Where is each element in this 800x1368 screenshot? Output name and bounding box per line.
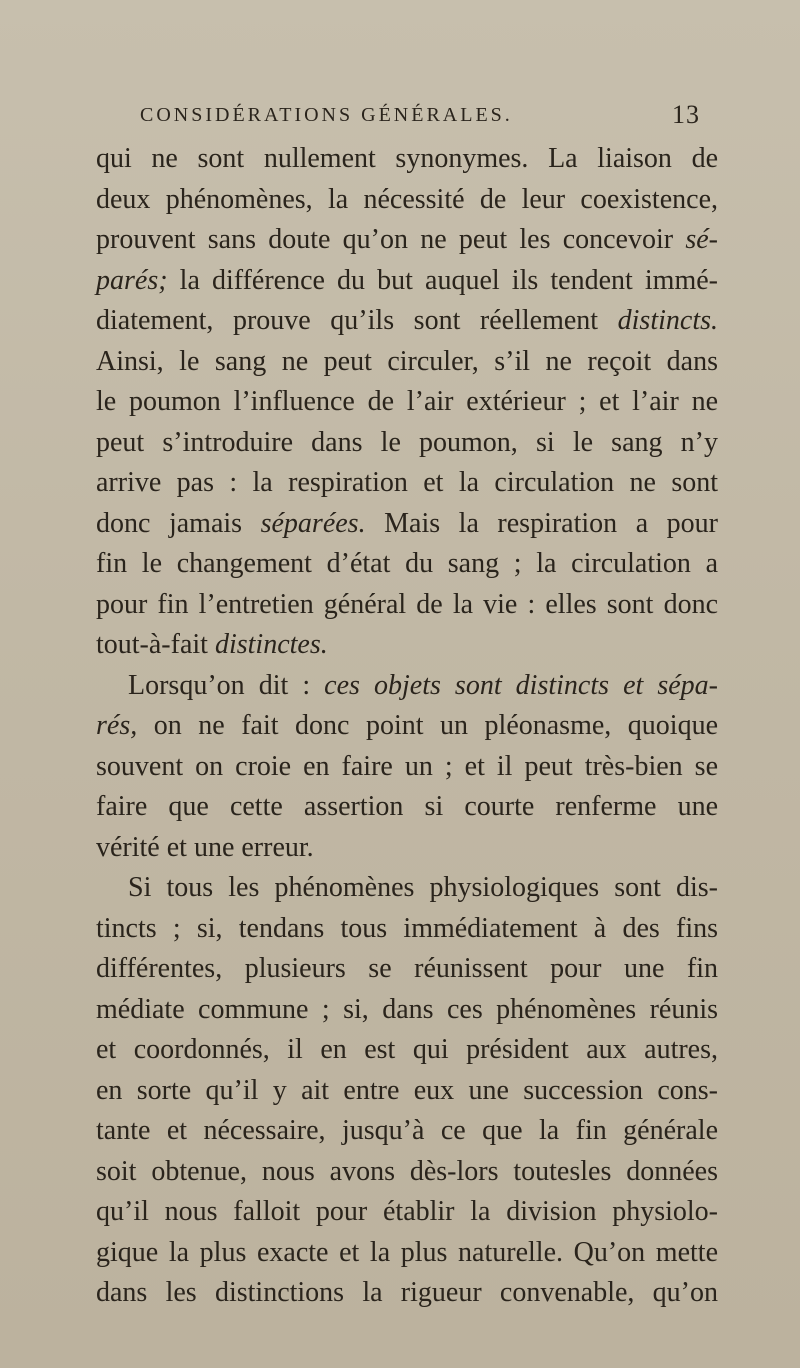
text-line (96, 585, 718, 626)
text-line (96, 787, 718, 828)
text-segment: soit obtenue, nous avons dès-lors toutesles données (96, 1155, 718, 1187)
text-segment: tincts ; si, tendans tous immédiatement à des fins (96, 912, 718, 944)
text-line (96, 463, 718, 504)
text-line (96, 990, 718, 1031)
text-segment: deux phénomènes, la nécessité de leur coexistence, (96, 183, 718, 215)
text-segment: différentes, plusieurs se réunissent pour une fin (96, 953, 718, 984)
text-segment: on ne fait donc point un pléonasme, quoique (137, 710, 718, 741)
text-segment: le poumon l’influence de l’air extérieur ; et l’air ne (96, 386, 718, 417)
text-segment: donc jamais (96, 507, 261, 539)
text-line (96, 666, 718, 707)
text-segment: tout-à-fait (96, 629, 215, 660)
text-line (96, 1152, 718, 1193)
text-line (96, 423, 718, 464)
text-segment: Lorsqu’on dit : (128, 669, 325, 701)
text-segment: médiate commune ; si, dans ces phénomènes réunis (96, 993, 718, 1025)
text-line (96, 301, 718, 342)
text-segment: peut s’introduire dans le poumon, si le sang n’y (96, 426, 718, 458)
text-line (96, 706, 718, 747)
text-segment: arrive pas : la respiration et la circulation ne sont (96, 467, 718, 498)
text-line (96, 382, 718, 423)
text-line (96, 949, 718, 990)
text-segment: faire que cette assertion si courte renferme une (96, 791, 718, 822)
text-segment: diatement, prouve qu’ils sont réellement (96, 305, 618, 336)
text-segment: Ainsi, le sang ne peut circuler, s’il ne reçoit dans (96, 345, 718, 377)
text-segment: gique la plus exacte et la plus naturelle. Qu’on mette (96, 1236, 718, 1268)
text-segment: Si tous les phénomènes physiologiques sont dis- (128, 872, 718, 903)
text-segment: souvent on croie en faire un ; et il peut très-bien se (96, 750, 718, 782)
text-segment: vérité et une erreur. (96, 831, 314, 863)
text-line (96, 909, 718, 950)
text-line (96, 868, 718, 909)
italic-text: sé- (685, 224, 718, 255)
text-segment: qu’il nous falloit pour établir la division physiolo- (96, 1196, 718, 1227)
italic-text: ces objets sont distincts et sépa- (324, 669, 718, 701)
text-line (96, 261, 718, 302)
italic-text: séparées. (260, 507, 366, 539)
text-segment: fin le changement d’état du sang ; la circulation a (96, 548, 718, 579)
text-segment: dans les distinctions la rigueur convenable, qu’on (96, 1277, 718, 1308)
text-line (96, 342, 718, 383)
text-line (96, 180, 718, 221)
text-segment: Mais la respiration a pour (365, 507, 718, 539)
text-segment: pour fin l’entretien général de la vie : elles sont donc (96, 588, 718, 620)
italic-text: distinctes. (214, 629, 328, 660)
text-segment: qui ne sont nullement synonymes. La liaison de (96, 143, 718, 174)
text-line (96, 1192, 718, 1233)
text-segment: prouvent sans doute qu’on ne peut les concevoir (96, 224, 686, 255)
page-number: 13 (672, 100, 700, 129)
text-line (96, 747, 718, 788)
text-line (96, 828, 718, 869)
text-segment: en sorte qu’il y ait entre eux une succession cons- (96, 1074, 718, 1106)
text-line (96, 1233, 718, 1274)
text-segment: tante et nécessaire, jusqu’à ce que la fin générale (96, 1115, 718, 1146)
text-line (96, 1030, 718, 1071)
text-line (96, 1111, 718, 1152)
text-line (96, 1071, 718, 1112)
italic-text: distincts. (617, 305, 718, 336)
italic-text: rés, (96, 710, 138, 741)
running-head-title: CONSIDÉRATIONS GÉNÉRALES. (140, 104, 513, 126)
text-line (96, 1273, 718, 1314)
text-line (96, 544, 718, 585)
running-head (140, 100, 700, 134)
italic-text: parés; (96, 264, 168, 296)
text-line (96, 625, 718, 666)
text-line (96, 220, 718, 261)
text-line (96, 139, 718, 180)
text-segment: et coordonnés, il en est qui président aux autres, (96, 1034, 718, 1065)
text-segment: la différence du but auquel ils tendent immé- (167, 264, 718, 296)
text-line (96, 504, 718, 545)
body-text (96, 139, 718, 1314)
